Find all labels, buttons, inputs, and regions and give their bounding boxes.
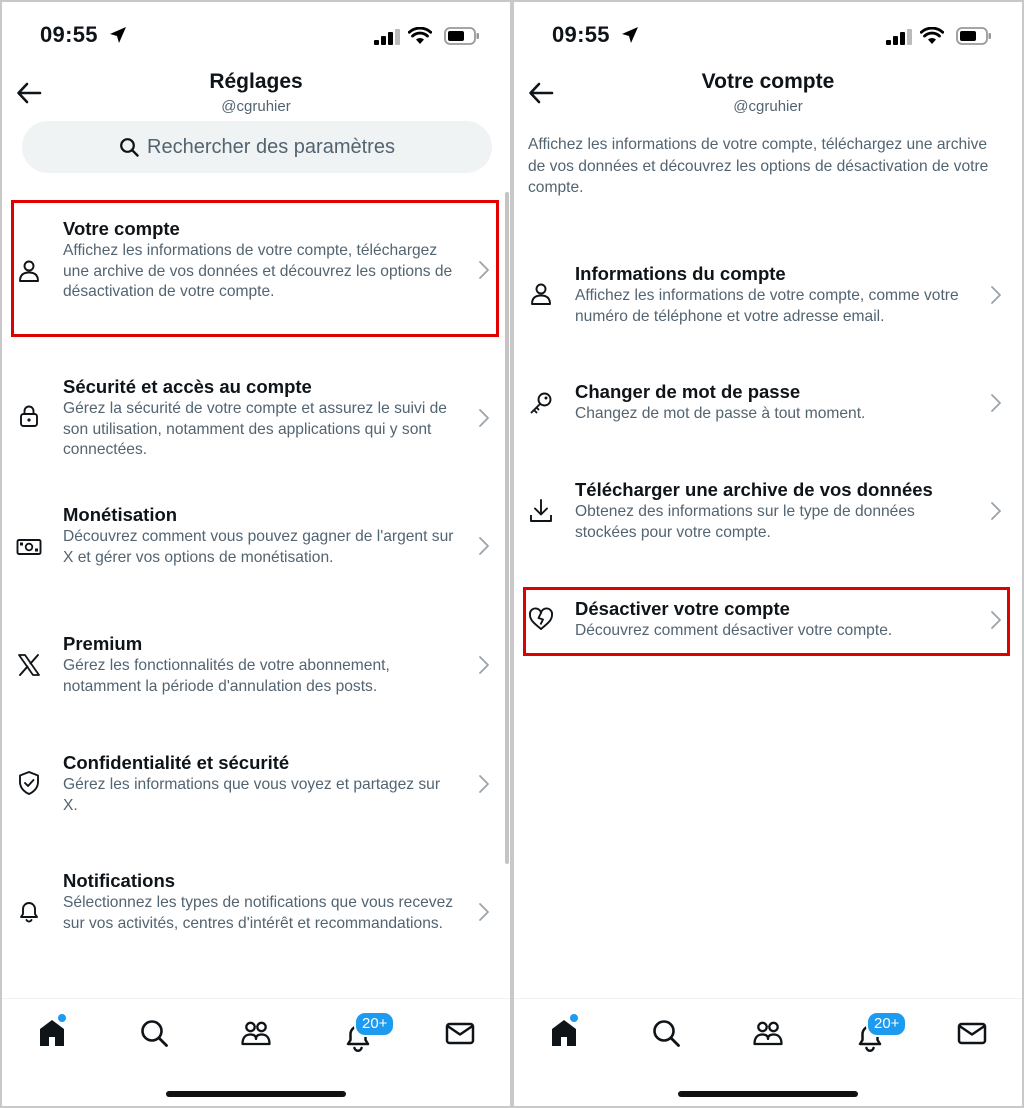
status-bar — [2, 2, 510, 66]
account-item-change-password[interactable] — [514, 375, 1022, 435]
home-unread-dot — [57, 1013, 67, 1023]
home-unread-dot — [569, 1013, 579, 1023]
item-title: Télécharger une archive de vos données — [575, 479, 933, 500]
search-input[interactable] — [22, 121, 492, 173]
item-title: Changer de mot de passe — [575, 381, 801, 402]
notifications-badge: 20+ — [354, 1011, 395, 1037]
item-description: Obtenez des informations sur le type de données stockées pour votre compte. — [575, 503, 915, 541]
account-item-download-archive[interactable] — [514, 473, 1022, 553]
location-arrow-icon — [621, 26, 639, 44]
messages-envelope-icon[interactable] — [956, 1017, 988, 1049]
item-title: Informations du compte — [575, 263, 786, 284]
item-description: Découvrez comment vous pouvez gagner de l'argent sur X et gérer vos options de monétisation. — [63, 528, 454, 566]
item-title: Notifications — [63, 870, 176, 891]
your-account-screen — [514, 2, 1022, 1106]
settings-item-monetization[interactable] — [2, 498, 510, 598]
item-description: Affichez les informations de votre compte, téléchargez une archive de vos données et découvrez les options de désactivation de votre compte. — [63, 242, 453, 300]
highlight-box — [11, 200, 499, 337]
search-icon — [119, 137, 139, 157]
cellular-signal-icon — [374, 29, 400, 45]
item-title: Sécurité et accès au compte — [63, 376, 312, 397]
search-icon[interactable] — [138, 1017, 170, 1049]
settings-screen — [2, 2, 510, 1106]
page-title: Votre compte — [701, 70, 835, 93]
item-title: Monétisation — [63, 504, 178, 525]
search-placeholder: Rechercher des paramètres — [147, 135, 395, 158]
account-handle: @cgruhier — [221, 98, 291, 115]
account-item-account-info[interactable] — [514, 257, 1022, 337]
item-description: Gérez les informations que vous voyez et partagez sur X. — [63, 776, 441, 814]
item-description: Affichez les informations de votre compte, comme votre numéro de téléphone et votre adresse email. — [575, 287, 959, 325]
communities-icon[interactable] — [752, 1017, 784, 1049]
chevron-right-icon — [478, 408, 490, 428]
item-title: Désactiver votre compte — [575, 598, 790, 619]
item-description: Gérez les fonctionnalités de votre abonnement, notamment la période d'annulation des posts. — [63, 657, 390, 695]
x-logo-icon — [16, 652, 42, 678]
lock-icon — [16, 403, 42, 429]
download-icon — [528, 498, 554, 524]
money-icon — [16, 534, 42, 560]
chevron-right-icon — [478, 902, 490, 922]
page-title: Réglages — [209, 70, 303, 93]
status-time: 09:55 — [40, 22, 98, 47]
item-title: Confidentialité et sécurité — [63, 752, 290, 773]
notifications-badge: 20+ — [866, 1011, 907, 1037]
person-icon — [528, 281, 554, 307]
highlight-box — [523, 587, 1010, 656]
settings-item-security-access[interactable] — [2, 370, 510, 470]
settings-item-privacy-safety[interactable] — [2, 746, 510, 826]
chevron-right-icon — [478, 774, 490, 794]
shield-icon — [16, 770, 42, 796]
key-icon — [528, 390, 554, 416]
status-bar — [514, 2, 1022, 66]
bottom-tab-bar — [514, 998, 1022, 1106]
account-handle: @cgruhier — [733, 98, 803, 115]
settings-item-notifications[interactable] — [2, 864, 510, 964]
settings-item-premium[interactable] — [2, 627, 510, 707]
chevron-right-icon — [478, 655, 490, 675]
bell-icon — [16, 898, 42, 924]
item-title: Votre compte — [63, 218, 180, 239]
wifi-icon — [920, 27, 944, 45]
item-description: Sélectionnez les types de notifications que vous recevez sur vos activités, centres d'intérêt et recommandations. — [63, 894, 454, 932]
item-description: Changez de mot de passe à tout moment. — [575, 405, 866, 422]
home-indicator — [678, 1091, 858, 1097]
chevron-right-icon — [990, 501, 1002, 521]
chevron-right-icon — [990, 393, 1002, 413]
battery-icon — [444, 27, 480, 45]
scrollbar[interactable] — [505, 192, 509, 864]
status-time: 09:55 — [552, 22, 610, 47]
wifi-icon — [408, 27, 432, 45]
messages-envelope-icon[interactable] — [444, 1017, 476, 1049]
search-icon[interactable] — [650, 1017, 682, 1049]
item-description: Découvrez comment désactiver votre compte. — [575, 622, 893, 639]
item-title: Premium — [63, 633, 143, 654]
home-indicator — [166, 1091, 346, 1097]
chevron-right-icon — [478, 536, 490, 556]
item-description: Gérez la sécurité de votre compte et assurez le suivi de son utilisation, notamment des applications qui y sont connectées. — [63, 400, 447, 458]
bottom-tab-bar — [2, 998, 510, 1106]
chevron-right-icon — [990, 285, 1002, 305]
battery-icon — [956, 27, 992, 45]
page-intro-text: Affichez les informations de votre compte, téléchargez une archive de vos données et découvrez les options de désactivation de votre compte. — [528, 136, 989, 196]
communities-icon[interactable] — [240, 1017, 272, 1049]
location-arrow-icon — [109, 26, 127, 44]
cellular-signal-icon — [886, 29, 912, 45]
